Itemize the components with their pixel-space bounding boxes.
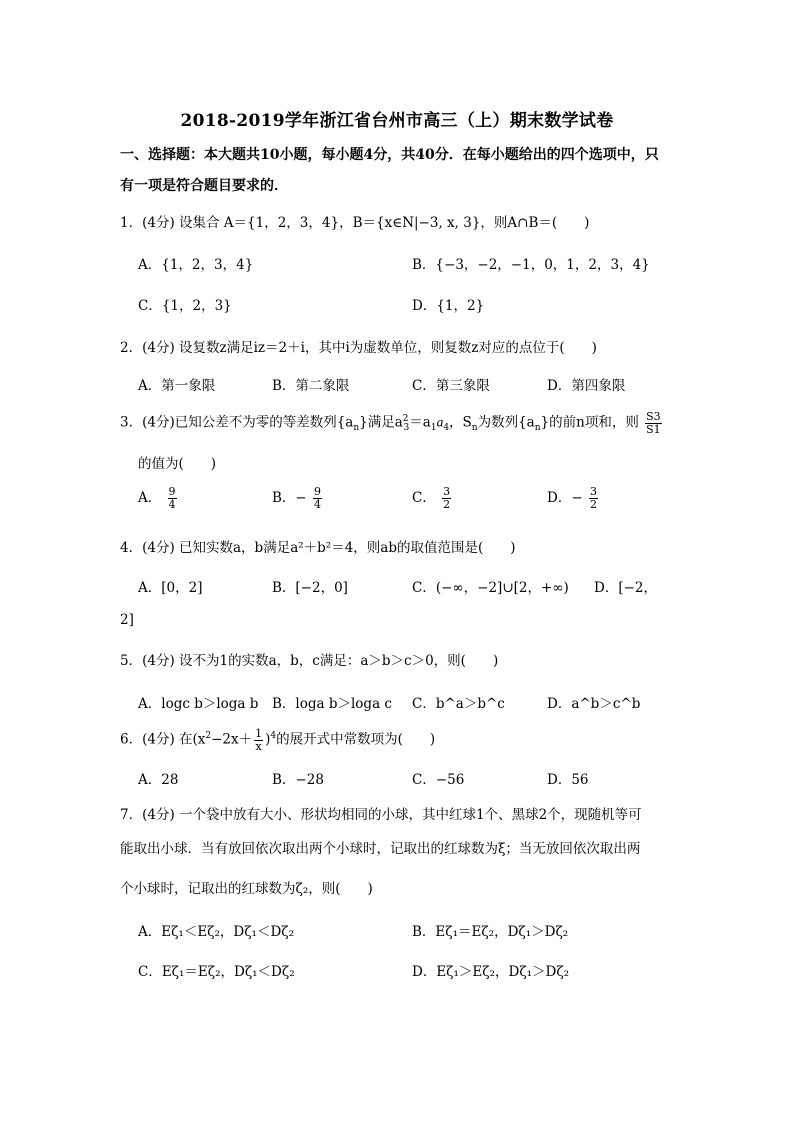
q3-option-b: B．− $\frac{9}{4}$ xyxy=(272,485,322,511)
question-4-stem: 4．(4分) 已知实数a，b满足a²＋b²＝4，则ab的取值范围是( ) xyxy=(120,540,516,556)
q3-fraction: $\frac{S3}{S1}$ xyxy=(646,409,661,436)
q4-option-b: B．[−2，0] xyxy=(272,580,348,596)
q5-option-a: A．logc b＞loga b xyxy=(138,696,259,712)
question-3-stem-cont: 的值为( ) xyxy=(138,456,217,472)
q1-option-c: C．{1，2，3} xyxy=(138,298,232,314)
q7-option-a: A．Eζ₁＜Eζ₂，Dζ₁＜Dζ₂ xyxy=(138,924,295,940)
q1-option-d: D．{1，2} xyxy=(412,298,485,314)
question-7-line-1: 7．(4分) 一个袋中放有大小、形状均相同的小球，其中红球1个、黑球2个，现随机等可 xyxy=(120,807,642,823)
section-line-1: 一、选择题：本大题共10小题，每小题4分，共40分．在每小题给出的四个选项中，只 xyxy=(120,147,659,163)
q7-option-b: B．Eζ₁＝Eζ₂，Dζ₁＞Dζ₂ xyxy=(412,924,569,940)
page-title: 2018-2019学年浙江省台州市高三（上）期末数学试卷 xyxy=(180,111,614,131)
q2-option-c: C．第三象限 xyxy=(412,378,490,394)
q4-option-c: C．(−∞，−2]∪[2，+∞) xyxy=(412,580,569,596)
section-line-2: 有一项是符合题目要求的． xyxy=(120,178,288,194)
q6-option-a: A．28 xyxy=(138,772,179,788)
q7-option-c: C．Eζ₁＝Eζ₂，Dζ₁＜Dζ₂ xyxy=(138,964,295,980)
question-6-stem: 6．(4分) 在($x^2-2x+$ $\frac{1}{x}$ )$^4$的展开式中常数项为( ) xyxy=(120,726,436,753)
question-7-line-3: 个小球时，记取出的红球数为ζ₂，则( ) xyxy=(120,881,373,897)
q5-option-b: B．loga b＞loga c xyxy=(272,696,392,712)
q4-option-d: D．[−2， xyxy=(594,580,657,596)
q3-option-c: C． $\frac{3}{2}$ xyxy=(412,485,451,511)
q4-option-a: A．[0，2] xyxy=(138,580,203,596)
section-heading xyxy=(120,140,680,202)
question-3-stem: 3．(4分)已知公差不为零的等差数列$\{a_n\}$满足$a^2_3=a_1a_4$，$S_n$为数列$\{a_n\}$的前n项和，则 $\frac{S3}{S1}$ xyxy=(120,409,661,436)
q6-option-b: B．−28 xyxy=(272,772,324,788)
question-1-stem: 1．(4分) 设集合 A＝{1，2，3，4}，B＝{x∈N|−3, x, 3}，则A∩B＝( ) xyxy=(120,215,590,231)
q1-option-b: B．{−3，−2，−1，0，1，2，3，4} xyxy=(412,257,650,273)
q6-option-d: D．56 xyxy=(547,772,589,788)
q7-option-d: D．Eζ₁＞Eζ₂，Dζ₁＞Dζ₂ xyxy=(412,964,570,980)
q1-option-a: A．{1，2，3，4} xyxy=(138,257,254,273)
q6-fraction: $\frac{1}{x}$ xyxy=(255,726,263,753)
q4-option-d-cont: 2] xyxy=(120,612,134,628)
q2-option-a: A．第一象限 xyxy=(138,378,216,394)
q5-option-d: D．a^b＞c^b xyxy=(547,696,641,712)
q2-option-d: D．第四象限 xyxy=(547,378,626,394)
question-2-stem: 2．(4分) 设复数z满足iz＝2＋i，其中i为虚数单位，则复数z对应的点位于( ) xyxy=(120,340,597,356)
question-5-stem: 5．(4分) 设不为1的实数a，b，c满足：a＞b＞c＞0，则( ) xyxy=(120,653,499,669)
q3-option-a: A． $\frac{9}{4}$ xyxy=(138,485,176,511)
q6-option-c: C．−56 xyxy=(412,772,465,788)
question-7-line-2: 能取出小球．当有放回依次取出两个小球时，记取出的红球数为ξ；当无放回依次取出两 xyxy=(120,841,641,857)
q2-option-b: B．第二象限 xyxy=(272,378,350,394)
q5-option-c: C．b^a＞b^c xyxy=(412,696,505,712)
q3-option-d: D．− $\frac{3}{2}$ xyxy=(547,485,597,511)
